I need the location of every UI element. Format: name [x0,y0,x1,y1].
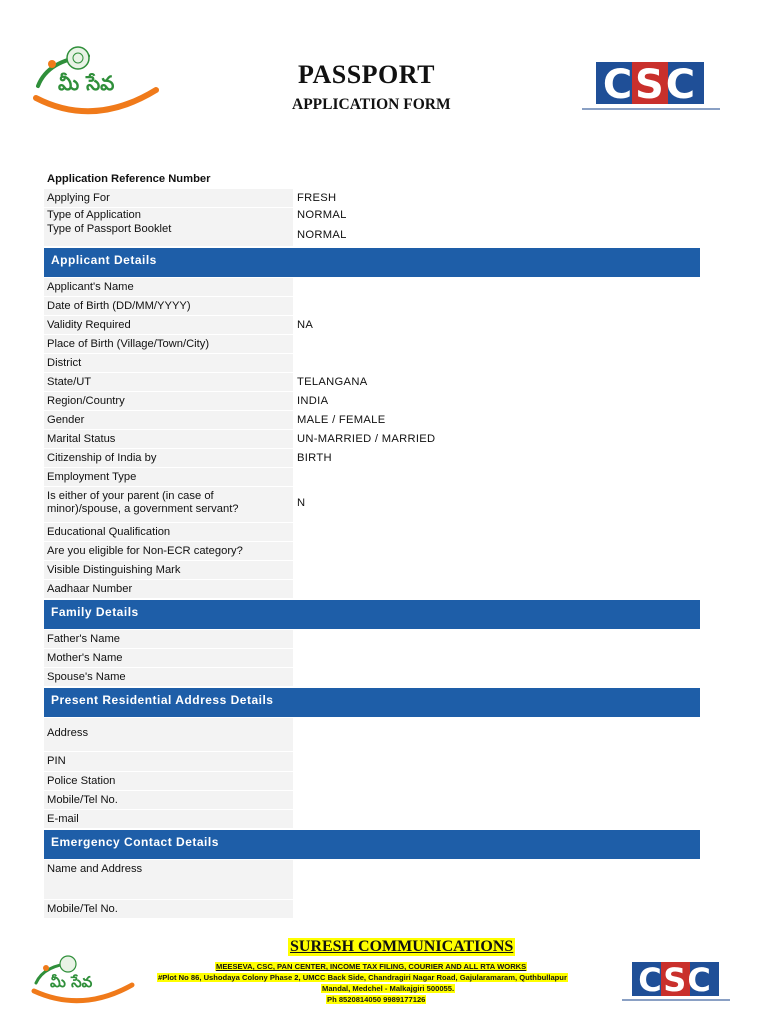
field-label: Applicant's Name [44,278,293,297]
field-label: Are you eligible for Non-ECR category? [44,542,293,561]
field-label: Marital Status [44,430,293,449]
page-subtitle: APPLICATION FORM [292,96,451,113]
field-label: Applying For [44,189,293,208]
field-label: Type of Passport Booklet [47,223,172,235]
form-row [44,718,700,752]
form-row [44,649,700,668]
field-value[interactable] [293,668,700,687]
field-value[interactable] [293,335,700,354]
form-row [44,791,700,810]
section-header-applicant-details: Applicant Details [44,248,700,277]
field-value[interactable]: TELANGANA [297,376,368,388]
footer-csc-logo [620,960,732,1004]
form-row [44,860,700,900]
form-row [44,316,700,335]
field-value[interactable] [293,278,700,297]
form-row [44,392,700,411]
field-value[interactable] [293,752,700,772]
field-label: Aadhaar Number [44,580,293,599]
section-header-emergency-contact: Emergency Contact Details [44,830,700,859]
form-row [44,523,700,542]
form-row [44,668,700,687]
field-value[interactable]: NORMAL [297,229,347,241]
field-label: Application Reference Number [44,170,293,189]
form-row [44,411,700,430]
field-value[interactable] [293,718,700,752]
form-row [44,297,700,316]
form-row [44,630,700,649]
field-value-group [293,208,700,247]
field-value[interactable] [293,810,700,829]
field-label: Employment Type [44,468,293,487]
field-label: Spouse's Name [44,668,293,687]
field-label: Police Station [44,772,293,791]
field-value[interactable] [293,561,700,580]
field-label: Mobile/Tel No. [44,900,293,919]
field-label: Mobile/Tel No. [44,791,293,810]
footer-meeseva-logo [28,955,138,1005]
field-value[interactable] [293,297,700,316]
field-label: District [44,354,293,373]
footer-services: MEESEVA, CSC, PAN CENTER, INCOME TAX FILING, COURIER AND ALL RTA WORKS [216,962,527,971]
field-value[interactable]: N [297,497,306,509]
field-value[interactable]: NORMAL [297,209,347,221]
field-value[interactable] [293,860,700,900]
form-row [44,900,700,919]
field-label: Father's Name [44,630,293,649]
form-row [44,373,700,392]
field-label: Type of Application [47,209,141,221]
field-value[interactable] [293,468,700,487]
field-value[interactable] [293,900,700,919]
form-row [44,487,700,523]
field-value[interactable] [293,580,700,599]
field-label: Citizenship of India by [44,449,293,468]
field-value[interactable] [293,649,700,668]
form-row [44,561,700,580]
field-label: Gender [44,411,293,430]
footer-meeseva-logo-text: మీ సేవ [50,973,93,991]
form-row [44,810,700,829]
field-value[interactable] [293,523,700,542]
field-value[interactable] [293,542,700,561]
form-row [44,772,700,791]
field-label: Validity Required [44,316,293,335]
field-value[interactable] [293,170,700,189]
passport-form [44,170,700,919]
field-value[interactable]: INDIA [297,395,329,407]
csc-logo-text: CSC [602,62,698,108]
page-title: PASSPORT [298,60,435,89]
field-label: Address [44,718,293,752]
field-label: Educational Qualification [44,523,293,542]
footer-address-line1: #Plot No 86, Ushodaya Colony Phase 2, UMCC Back Side, Chandragiri Nagar Road, Gajularamaram, Quthbullapur [158,973,567,982]
form-row-applying-for [44,189,700,208]
footer-company-name: SURESH COMMUNICATIONS [290,938,514,955]
form-row [44,752,700,772]
field-label: PIN [44,752,293,772]
field-value[interactable] [293,772,700,791]
field-label: State/UT [44,373,293,392]
form-row [44,354,700,373]
field-label-group [44,208,293,247]
form-row [44,278,700,297]
form-row [44,468,700,487]
field-label: Name and Address [44,860,293,900]
field-value[interactable] [293,354,700,373]
field-label: E-mail [44,810,293,829]
section-header-family-details: Family Details [44,600,700,629]
field-label: Date of Birth (DD/MM/YYYY) [44,297,293,316]
field-value[interactable]: MALE / FEMALE [297,414,386,426]
form-row [44,335,700,354]
field-value[interactable]: BIRTH [297,452,332,464]
footer-phone: Ph 8520814050 9989177126 [327,995,426,1004]
field-value[interactable]: NA [297,319,314,331]
footer-csc-logo-text: CSC [638,961,712,999]
meeseva-logo [28,46,164,116]
field-value[interactable] [293,791,700,810]
footer-address-line2: Mandal, Medchel - Malkajgiri 500055. [322,984,455,993]
field-label: Mother's Name [44,649,293,668]
field-value[interactable]: UN-MARRIED / MARRIED [297,433,436,445]
form-row-application-type [44,208,700,247]
field-value[interactable] [293,630,700,649]
field-value[interactable]: FRESH [297,192,337,204]
field-label: Is either of your parent (in case of minor)/spouse, a government servant? [44,487,293,523]
csc-logo [580,60,722,114]
meeseva-logo-text: మీ సేవ [58,71,115,95]
field-label: Place of Birth (Village/Town/City) [44,335,293,354]
field-label: Region/Country [44,392,293,411]
form-row [44,542,700,561]
form-row-reference [44,170,700,189]
section-header-address-details: Present Residential Address Details [44,688,700,717]
form-row [44,580,700,599]
form-row [44,449,700,468]
field-label: Visible Distinguishing Mark [44,561,293,580]
form-row [44,430,700,449]
